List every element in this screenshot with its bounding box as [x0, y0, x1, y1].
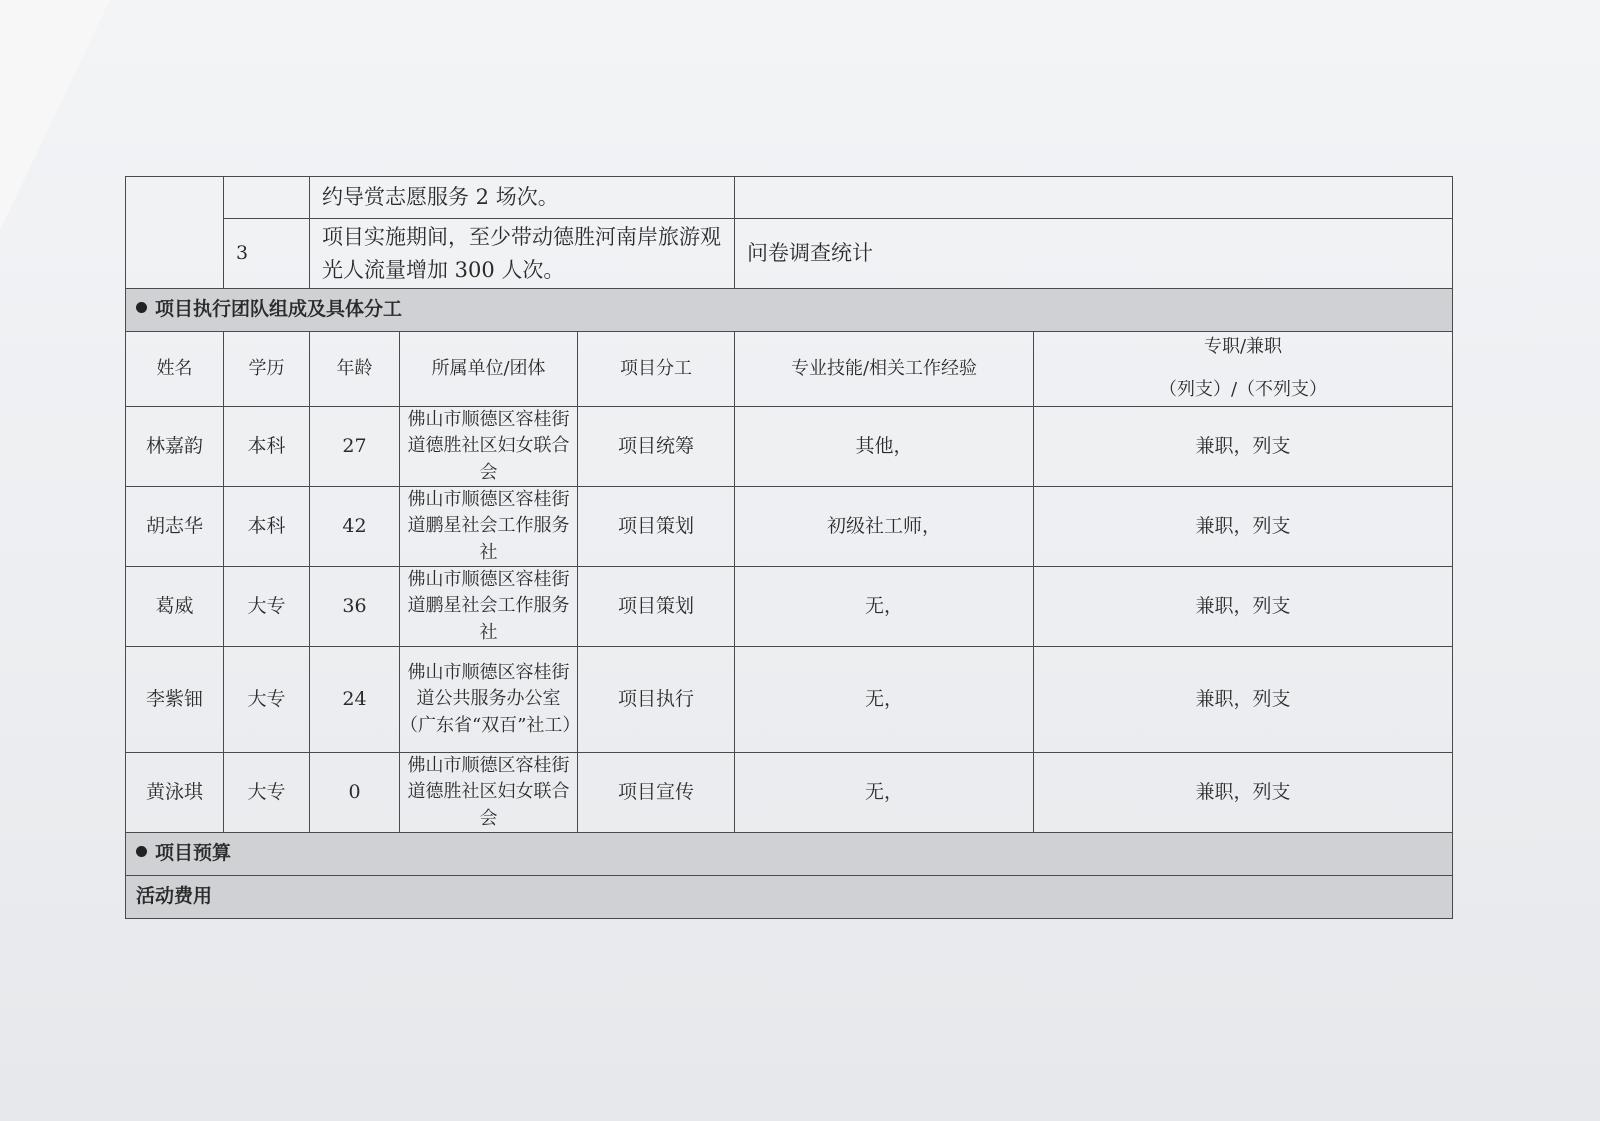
project-form-table — [125, 176, 1452, 919]
member-status: 兼职，列支 — [1034, 567, 1453, 647]
outcome-left-blank — [126, 177, 224, 289]
member-skills: 无， — [735, 647, 1034, 753]
member-age: 36 — [310, 567, 400, 647]
outcome-method: 问卷调查统计 — [735, 219, 1453, 289]
member-name: 胡志华 — [126, 487, 224, 567]
col-header-unit: 所属单位/团体 — [400, 332, 578, 407]
col-header-name: 姓名 — [126, 332, 224, 407]
col-header-skills: 专业技能/相关工作经验 — [735, 332, 1034, 407]
member-education: 大专 — [224, 647, 310, 753]
member-skills: 初级社工师， — [735, 487, 1034, 567]
paper-sheet-corner — [0, 0, 110, 230]
member-age: 24 — [310, 647, 400, 753]
member-unit: 佛山市顺德区容桂街道德胜社区妇女联合会 — [400, 753, 578, 833]
member-unit: 佛山市顺德区容桂街道鹏星社会工作服务社 — [400, 487, 578, 567]
member-name: 李紫钿 — [126, 647, 224, 753]
member-name: 葛威 — [126, 567, 224, 647]
table-row — [126, 487, 1453, 567]
member-unit: 佛山市顺德区容桂街道德胜社区妇女联合会 — [400, 407, 578, 487]
col-header-role: 项目分工 — [578, 332, 735, 407]
member-age: 42 — [310, 487, 400, 567]
outcome-no: 3 — [224, 219, 310, 289]
team-section-header — [126, 289, 1453, 332]
outcome-no — [224, 177, 310, 219]
member-name: 黄泳琪 — [126, 753, 224, 833]
team-section-title: 项目执行团队组成及具体分工 — [155, 298, 403, 321]
member-education: 大专 — [224, 753, 310, 833]
team-table-header — [126, 332, 1453, 407]
bullet-icon — [136, 846, 147, 857]
member-education: 本科 — [224, 407, 310, 487]
member-education: 本科 — [224, 487, 310, 567]
table-row — [126, 567, 1453, 647]
table-row — [126, 753, 1453, 833]
member-role: 项目执行 — [578, 647, 735, 753]
budget-section-title: 项目预算 — [155, 842, 232, 865]
outcome-text: 约导赏志愿服务 2 场次。 — [310, 177, 735, 219]
member-skills: 无， — [735, 567, 1034, 647]
member-unit: 佛山市顺德区容桂街道鹏星社会工作服务社 — [400, 567, 578, 647]
outcome-method — [735, 177, 1453, 219]
member-skills: 其他， — [735, 407, 1034, 487]
member-status: 兼职，列支 — [1034, 753, 1453, 833]
bullet-icon — [136, 302, 147, 313]
col-header-fulltime-line2: （列支）/（不列支） — [1158, 379, 1328, 400]
outcome-row — [126, 177, 1453, 219]
outcome-row — [126, 219, 1453, 289]
member-education: 大专 — [224, 567, 310, 647]
member-age: 0 — [310, 753, 400, 833]
member-role: 项目策划 — [578, 567, 735, 647]
col-header-fulltime-line1: 专职/兼职 — [1203, 336, 1283, 358]
table-row — [126, 647, 1453, 753]
member-name: 林嘉韵 — [126, 407, 224, 487]
activity-cost-title: 活动费用 — [126, 876, 1453, 919]
member-role: 项目宣传 — [578, 753, 735, 833]
member-skills: 无， — [735, 753, 1034, 833]
member-status: 兼职，列支 — [1034, 647, 1453, 753]
col-header-education: 学历 — [224, 332, 310, 407]
col-header-fulltime — [1034, 332, 1453, 407]
col-header-age: 年龄 — [310, 332, 400, 407]
member-unit: 佛山市顺德区容桂街道公共服务办公室（广东省“双百”社工） — [400, 647, 578, 753]
budget-section-header — [126, 833, 1453, 876]
member-age: 27 — [310, 407, 400, 487]
table-row — [126, 407, 1453, 487]
outcome-text: 项目实施期间，至少带动德胜河南岸旅游观光人流量增加 300 人次。 — [310, 219, 735, 289]
member-status: 兼职，列支 — [1034, 407, 1453, 487]
member-role: 项目统筹 — [578, 407, 735, 487]
member-status: 兼职，列支 — [1034, 487, 1453, 567]
activity-cost-header — [126, 876, 1453, 919]
member-role: 项目策划 — [578, 487, 735, 567]
